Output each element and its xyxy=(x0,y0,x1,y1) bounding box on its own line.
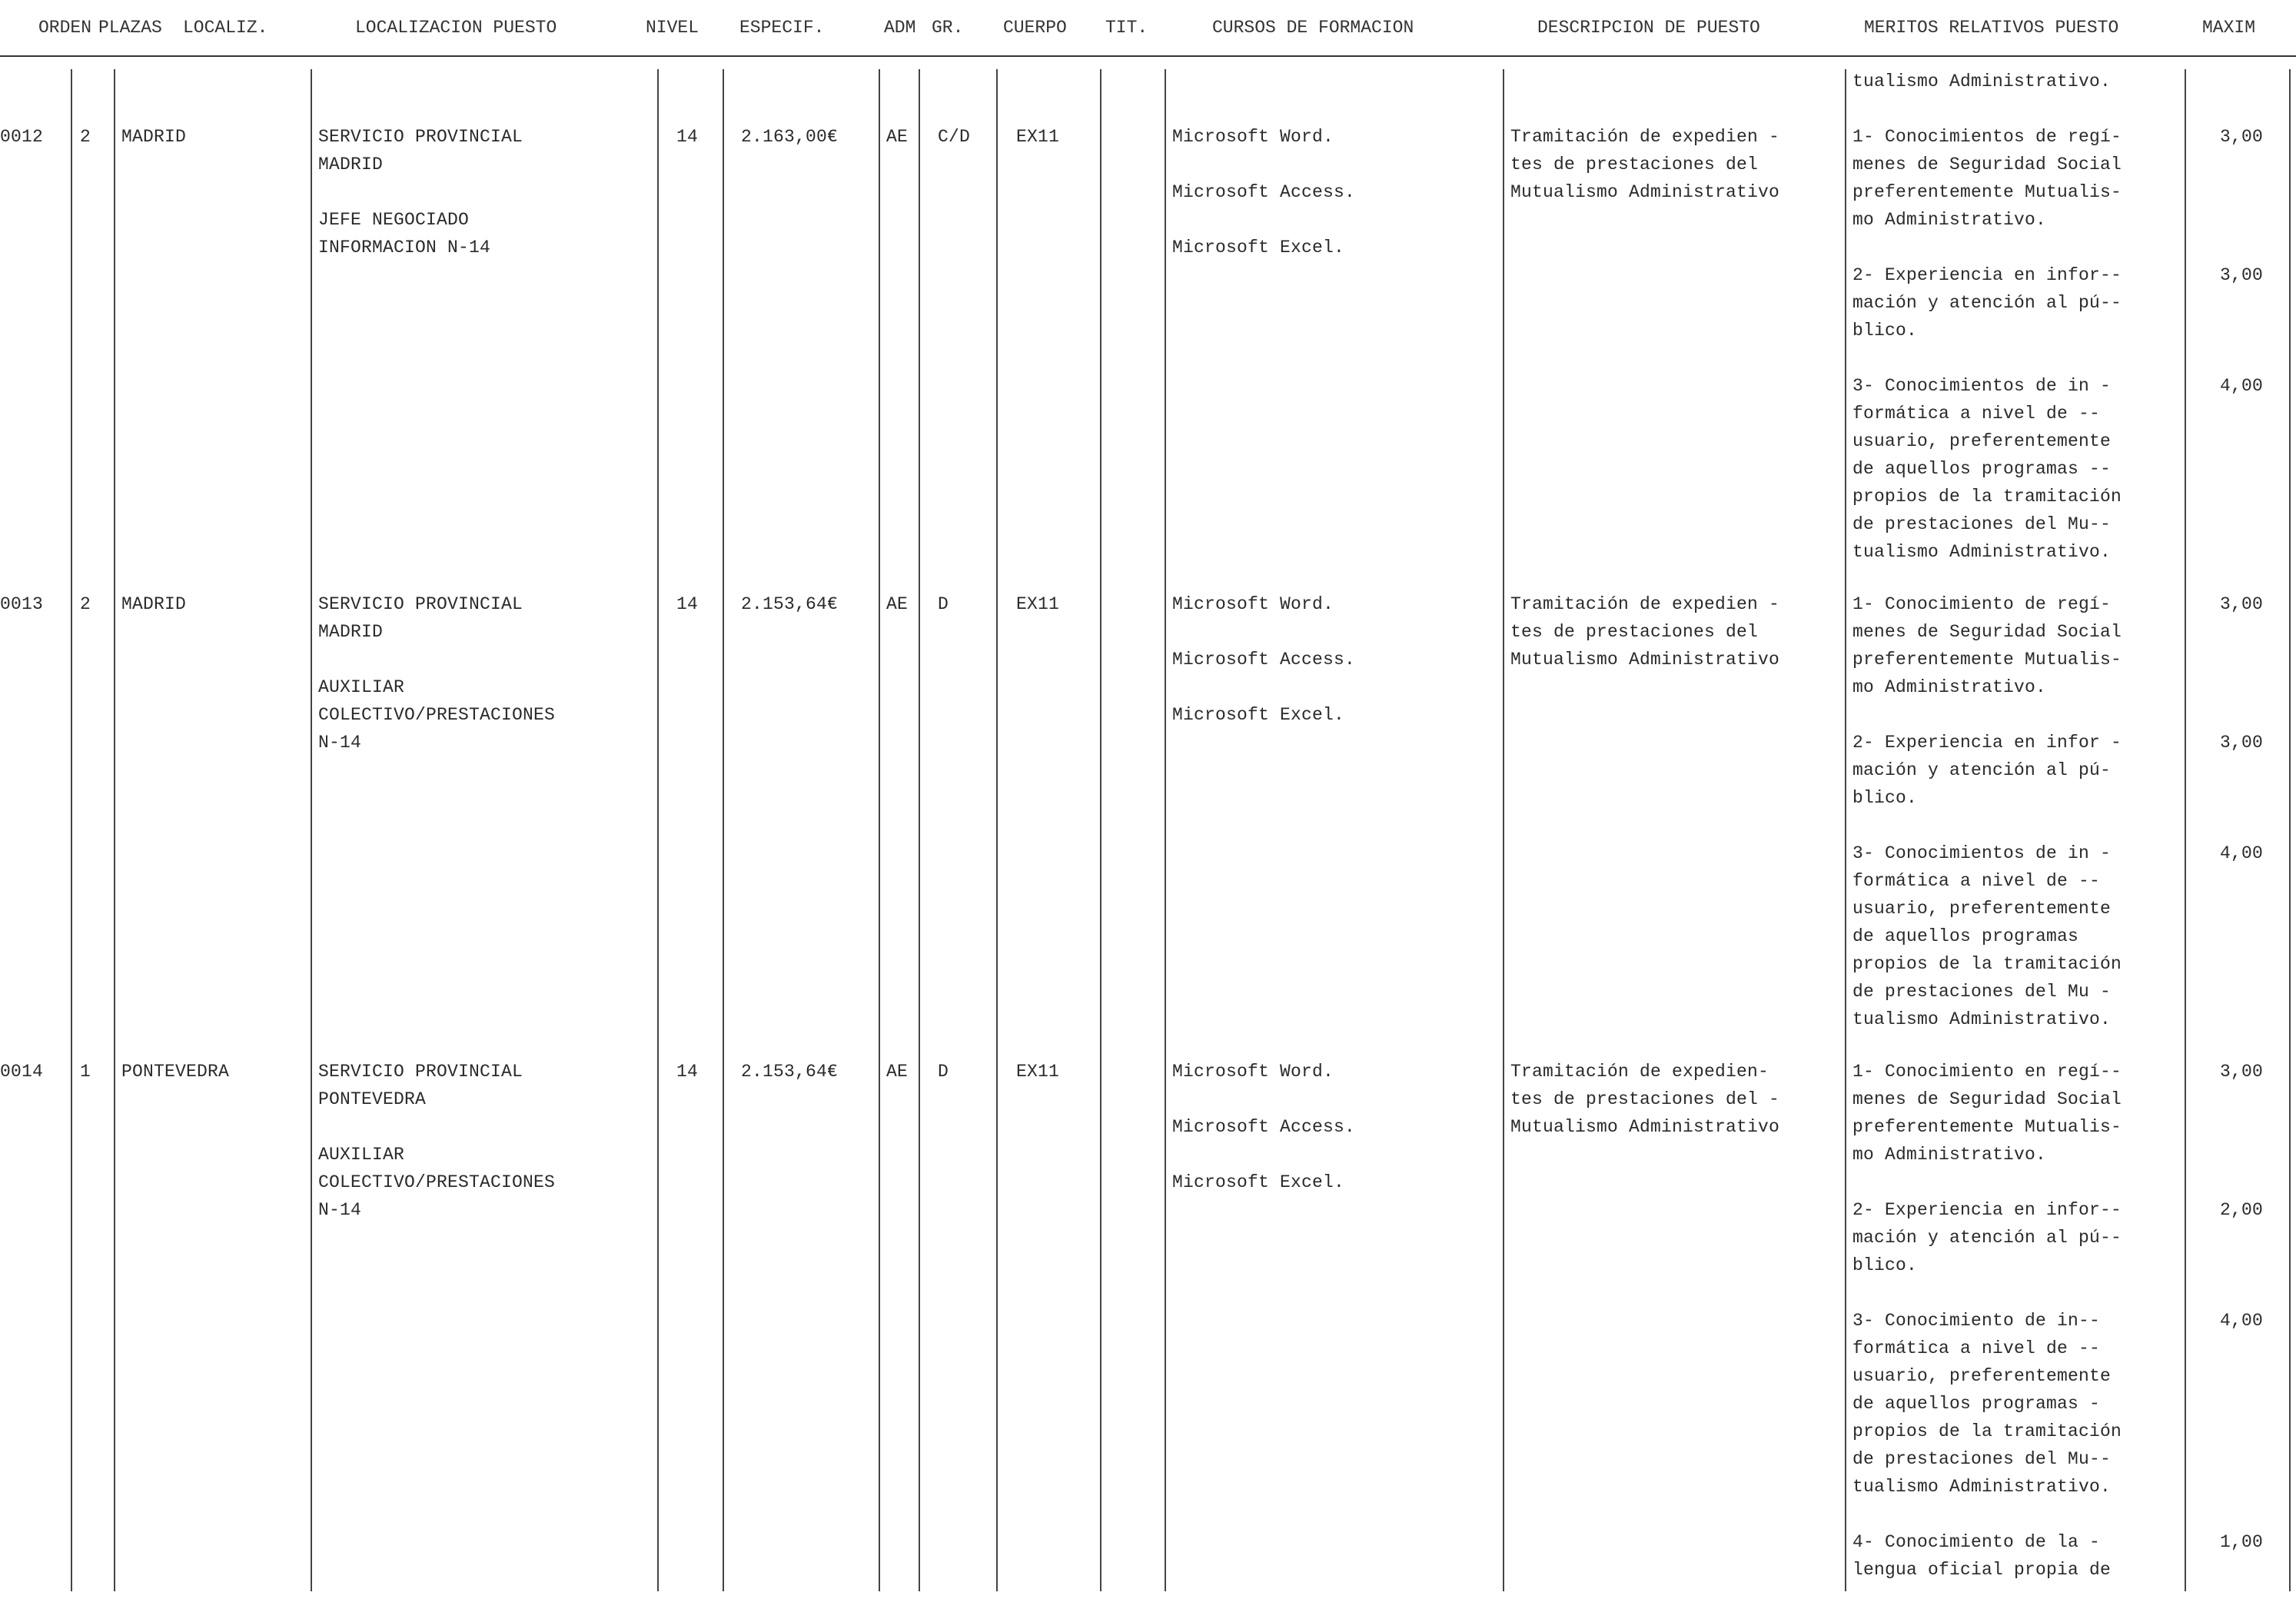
cell-max: 3,00 xyxy=(2220,127,2264,147)
header-maxim: MAXIM xyxy=(2202,18,2256,38)
col-separator xyxy=(71,69,72,1591)
cell-curso: Microsoft Access. xyxy=(1172,650,1356,670)
header-gr: GR. xyxy=(932,18,964,38)
cell-max: 1,00 xyxy=(2220,1532,2264,1552)
cell-merito: blico. xyxy=(1852,1255,1918,1275)
cell-merito: preferentemente Mutualis- xyxy=(1852,182,2122,202)
cell-especif: 2.153,64€ xyxy=(741,1062,839,1082)
cell-gr: D xyxy=(938,1062,949,1082)
cell-puesto: SERVICIO PROVINCIAL xyxy=(318,1062,523,1082)
header-localiz: LOCALIZ. xyxy=(183,18,268,38)
cell-puesto: N-14 xyxy=(318,1200,362,1220)
cell-merito: 1- Conocimientos de regí- xyxy=(1852,127,2122,147)
cell-merito: lengua oficial propia de xyxy=(1852,1560,2112,1580)
cell-merito: usuario, preferentemente xyxy=(1852,899,2112,919)
cell-merito: menes de Seguridad Social xyxy=(1852,622,2122,642)
cell-adm: AE xyxy=(886,594,909,614)
cell-merito: mo Administrativo. xyxy=(1852,210,2047,230)
header-orden: ORDEN xyxy=(38,18,92,38)
cell-max: 4,00 xyxy=(2220,1311,2264,1331)
cell-merito: tualismo Administrativo. xyxy=(1852,542,2112,562)
cell-cuerpo: EX11 xyxy=(1016,1062,1060,1082)
header-especif: ESPECIF. xyxy=(739,18,825,38)
cell-orden: 0014 xyxy=(0,1062,44,1082)
header-meritos: MERITOS RELATIVOS PUESTO xyxy=(1864,18,2119,38)
cell-max: 4,00 xyxy=(2220,376,2264,396)
cell-max: 3,00 xyxy=(2220,265,2264,285)
cell-puesto: MADRID xyxy=(318,155,384,175)
cell-especif: 2.163,00€ xyxy=(741,127,839,147)
cell-nivel: 14 xyxy=(676,1062,699,1082)
col-separator xyxy=(1165,69,1166,1591)
cell-puesto: JEFE NEGOCIADO xyxy=(318,210,470,230)
cell-max: 3,00 xyxy=(2220,1062,2264,1082)
cell-puesto: AUXILIAR xyxy=(318,677,405,697)
cell-localiz: PONTEVEDRA xyxy=(121,1062,230,1082)
cell-merito: formática a nivel de -- xyxy=(1852,871,2101,891)
col-separator xyxy=(657,69,659,1591)
cell-merito: tualismo Administrativo. xyxy=(1852,1477,2112,1497)
cell-cuerpo: EX11 xyxy=(1016,127,1060,147)
col-separator xyxy=(919,69,920,1591)
cell-merito: usuario, preferentemente xyxy=(1852,1366,2112,1386)
header-tit: TIT. xyxy=(1105,18,1148,38)
cell-merito: usuario, preferentemente xyxy=(1852,431,2112,451)
cell-orden: 0013 xyxy=(0,594,44,614)
cell-descripcion: Tramitación de expedien- xyxy=(1510,1062,1769,1082)
cell-puesto: SERVICIO PROVINCIAL xyxy=(318,127,523,147)
cell-gr: D xyxy=(938,594,949,614)
cell-merito: 2- Experiencia en infor-- xyxy=(1852,265,2122,285)
cell-curso: Microsoft Word. xyxy=(1172,1062,1334,1082)
cell-adm: AE xyxy=(886,1062,909,1082)
cell-merito: mación y atención al pú- xyxy=(1852,760,2112,780)
cell-curso: Microsoft Excel. xyxy=(1172,1172,1345,1192)
cell-curso: Microsoft Access. xyxy=(1172,182,1356,202)
cell-localiz: MADRID xyxy=(121,594,187,614)
cell-max: 4,00 xyxy=(2220,843,2264,863)
cell-merito: propios de la tramitación xyxy=(1852,954,2122,974)
cell-descripcion: Mutualismo Administrativo xyxy=(1510,182,1780,202)
header-nivel: NIVEL xyxy=(646,18,699,38)
col-separator xyxy=(114,69,115,1591)
cell-curso: Microsoft Word. xyxy=(1172,127,1334,147)
cell-merito: de prestaciones del Mu-- xyxy=(1852,1449,2112,1469)
cell-max: 3,00 xyxy=(2220,594,2264,614)
cell-puesto: SERVICIO PROVINCIAL xyxy=(318,594,523,614)
cell-merito: menes de Seguridad Social xyxy=(1852,155,2122,175)
cell-merito: 2- Experiencia en infor-- xyxy=(1852,1200,2122,1220)
cell-merito: 3- Conocimientos de in - xyxy=(1852,376,2112,396)
cell-puesto: MADRID xyxy=(318,622,384,642)
col-separator xyxy=(1100,69,1101,1591)
cell-merito: menes de Seguridad Social xyxy=(1852,1089,2122,1109)
cell-merito: 2- Experiencia en infor - xyxy=(1852,733,2122,753)
header-plazas: PLAZAS xyxy=(98,18,162,38)
cell-merito: mación y atención al pú-- xyxy=(1852,1228,2122,1248)
cell-merito: blico. xyxy=(1852,321,1918,341)
cell-descripcion: tes de prestaciones del xyxy=(1510,155,1759,175)
cell-localiz: MADRID xyxy=(121,127,187,147)
cell-especif: 2.153,64€ xyxy=(741,594,839,614)
cell-merito: mo Administrativo. xyxy=(1852,1145,2047,1165)
col-separator xyxy=(996,69,998,1591)
header-cuerpo: CUERPO xyxy=(1003,18,1067,38)
cell-merito: 1- Conocimiento de regí- xyxy=(1852,594,2112,614)
cell-merito: propios de la tramitación xyxy=(1852,487,2122,507)
cell-descripcion: Tramitación de expedien - xyxy=(1510,127,1780,147)
header-descripcion: DESCRIPCION DE PUESTO xyxy=(1537,18,1760,38)
cell-puesto: PONTEVEDRA xyxy=(318,1089,427,1109)
cell-puesto: AUXILIAR xyxy=(318,1145,405,1165)
cell-merito: 1- Conocimiento en regí-- xyxy=(1852,1062,2122,1082)
cell-merito: de aquellos programas -- xyxy=(1852,459,2112,479)
cell-descripcion: Tramitación de expedien - xyxy=(1510,594,1780,614)
cell-plazas: 2 xyxy=(80,127,91,147)
cell-puesto: INFORMACION N-14 xyxy=(318,238,491,258)
cell-curso: Microsoft Excel. xyxy=(1172,705,1345,725)
cell-merito: propios de la tramitación xyxy=(1852,1421,2122,1441)
cell-puesto: COLECTIVO/PRESTACIONES xyxy=(318,705,556,725)
cell-merito: blico. xyxy=(1852,788,1918,808)
cell-nivel: 14 xyxy=(676,594,699,614)
carryover-text: tualismo Administrativo. xyxy=(1852,71,2112,91)
header-adm: ADM xyxy=(884,18,916,38)
cell-descripcion: tes de prestaciones del - xyxy=(1510,1089,1780,1109)
cell-nivel: 14 xyxy=(676,127,699,147)
cell-descripcion: Mutualismo Administrativo xyxy=(1510,1117,1780,1137)
header-localizacion-puesto: LOCALIZACION PUESTO xyxy=(355,18,557,38)
col-separator xyxy=(1503,69,1504,1591)
cell-curso: Microsoft Access. xyxy=(1172,1117,1356,1137)
cell-merito: mo Administrativo. xyxy=(1852,677,2047,697)
cell-merito: de aquellos programas - xyxy=(1852,1394,2101,1414)
cell-orden: 0012 xyxy=(0,127,44,147)
cell-merito: 3- Conocimiento de in-- xyxy=(1852,1311,2101,1331)
cell-curso: Microsoft Word. xyxy=(1172,594,1334,614)
cell-merito: de prestaciones del Mu - xyxy=(1852,982,2112,1002)
cell-merito: formática a nivel de -- xyxy=(1852,404,2101,424)
col-separator xyxy=(2185,69,2186,1591)
col-separator xyxy=(2289,69,2291,1591)
cell-puesto: N-14 xyxy=(318,733,362,753)
cell-merito: 3- Conocimientos de in - xyxy=(1852,843,2112,863)
cell-merito: 4- Conocimiento de la - xyxy=(1852,1532,2101,1552)
header-cursos: CURSOS DE FORMACION xyxy=(1212,18,1414,38)
cell-puesto: COLECTIVO/PRESTACIONES xyxy=(318,1172,556,1192)
cell-max: 2,00 xyxy=(2220,1200,2264,1220)
cell-cuerpo: EX11 xyxy=(1016,594,1060,614)
cell-plazas: 1 xyxy=(80,1062,91,1082)
col-separator xyxy=(311,69,312,1591)
cell-max: 3,00 xyxy=(2220,733,2264,753)
cell-descripcion: tes de prestaciones del xyxy=(1510,622,1759,642)
cell-curso: Microsoft Excel. xyxy=(1172,238,1345,258)
cell-plazas: 2 xyxy=(80,594,91,614)
cell-gr: C/D xyxy=(938,127,971,147)
cell-merito: de aquellos programas xyxy=(1852,926,2079,946)
cell-descripcion: Mutualismo Administrativo xyxy=(1510,650,1780,670)
col-separator xyxy=(1845,69,1846,1591)
header-rule xyxy=(0,55,2296,57)
cell-adm: AE xyxy=(886,127,909,147)
cell-merito: de prestaciones del Mu-- xyxy=(1852,514,2112,534)
cell-merito: preferentemente Mutualis- xyxy=(1852,1117,2122,1137)
cell-merito: tualismo Administrativo. xyxy=(1852,1009,2112,1029)
cell-merito: formática a nivel de -- xyxy=(1852,1338,2101,1358)
col-separator xyxy=(879,69,880,1591)
cell-merito: preferentemente Mutualis- xyxy=(1852,650,2122,670)
col-separator xyxy=(723,69,724,1591)
cell-merito: mación y atención al pú-- xyxy=(1852,293,2122,313)
